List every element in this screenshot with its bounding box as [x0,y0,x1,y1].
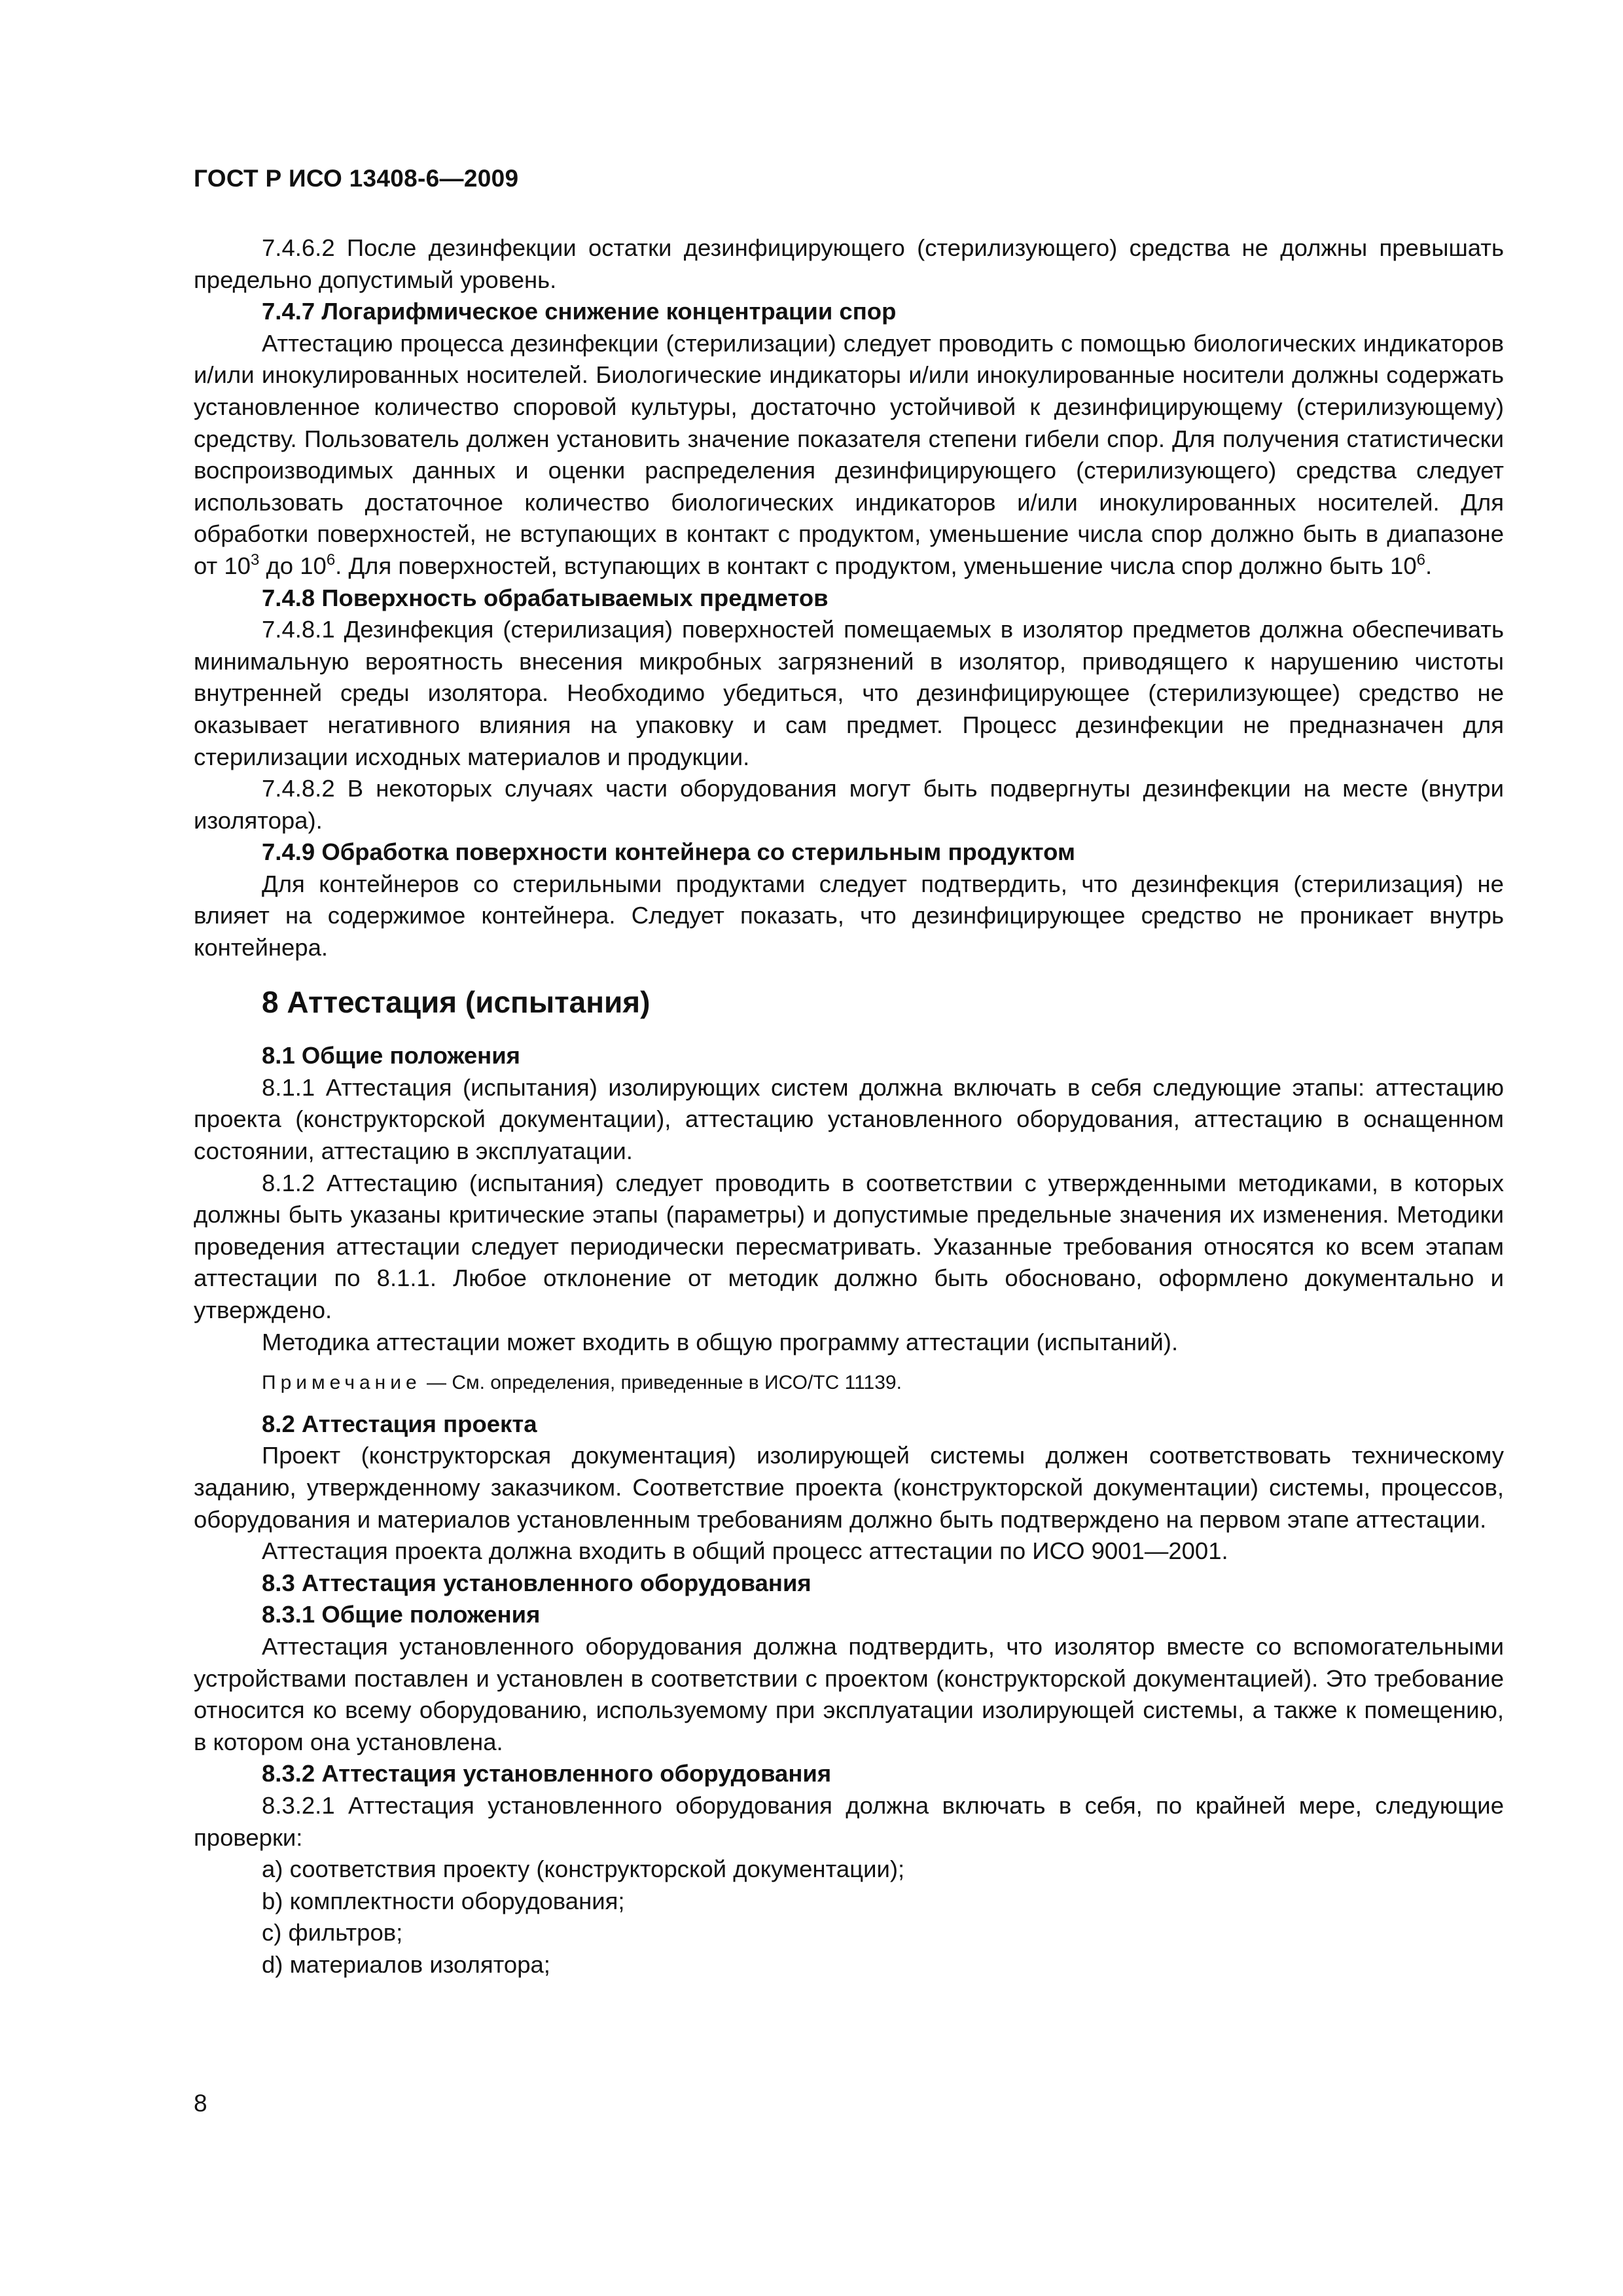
paragraph-8-1-2-b: Методика аттестации может входить в общую программу аттестации (испытаний). [262,1328,1179,1355]
list-item: b) комплектности оборудования; [262,1887,625,1914]
exponent-3: 6 [1416,550,1425,569]
paragraph-7-4-8-1: 7.4.8.1 Дезинфекция (стерилизация) поверхностей помещаемых в изолятор предметов должна обеспечивать минимальную вероятность внесения микробных загрязнений в изолятор, приводящего к нарушению чистоты внутренней среды изолятора. Необходимо убедиться, что дезинфицирующее (стерилизующее) средство не оказывает негативного влияния на упаковку и сам предмет. Процесс дезинфекции не предназначен для стерилизации исходных материалов и продукции. [194,616,1504,770]
section-heading-8: 8 Аттестация (испытания) [262,984,651,1019]
paragraph-8-3-1: Аттестация установленного оборудования должна подтвердить, что изолятор вместе со вспомогательными устройствами поставлен и установлен в соответствии с проектом (конструкторской документацией). Это требование относится ко всему оборудованию, используемому при эксплуатации изолирующей системы, а также к помещению, в котором она установлена. [194,1632,1504,1755]
paragraph-7-4-7-part-a: Аттестацию процесса дезинфекции (стерилизации) следует проводить с помощью биологических индикаторов и/или инокулированных носителей. Биологические индикаторы и/или инокулированные носители должны содержать установленное количество споровой культуры, достаточно устойчивой к дезинфицирующему (стерилизующему) средству. Пользователь должен установить значение показателя степени гибели спор. Для получения статистически воспроизводимых данных и оценки распределения дезинфицирующего (стерилизующего) средства следует использовать достаточное количество биологических индикаторов и/или инокулированных носителей. Для обработки поверхностей, не вступающих в контакт с продуктом, уменьшение числа спор должно быть в диапазоне от 10 [194,329,1504,579]
heading-8-3-2: 8.3.2 Аттестация установленного оборудования [262,1760,832,1787]
heading-7-4-8: 7.4.8 Поверхность обрабатываемых предметов [262,584,829,611]
list-item: a) соответствия проекту (конструкторской документации); [262,1856,905,1883]
paragraph-8-1-1: 8.1.1 Аттестация (испытания) изолирующих систем должна включать в себя следующие этапы: аттестацию проекта (конструкторской документации), аттестацию установленного оборудования, аттестацию в оснащенном состоянии, аттестацию в эксплуатации. [194,1073,1504,1165]
list-item: d) материалов изолятора; [262,1950,550,1978]
paragraph-7-4-7-part-b: до 10 [259,552,327,579]
paragraph-7-4-9: Для контейнеров со стерильными продуктами следует подтвердить, что дезинфекция (стерилизация) не влияет на содержимое контейнера. Следует показать, что дезинфицирующее средство не проникает внутрь контейнера. [194,870,1504,961]
heading-8-1: 8.1 Общие положения [262,1042,520,1069]
note-label: Примечание [262,1372,421,1394]
document-body [194,232,1504,1981]
heading-8-2: 8.2 Аттестация проекта [262,1410,537,1437]
note [194,1367,1504,1399]
exponent-1: 3 [250,550,260,569]
paragraph-8-2-b: Аттестация проекта должна входить в общий процесс аттестации по ИСО 9001—2001. [262,1537,1228,1565]
paragraph-7-4-8-2: 7.4.8.2 В некоторых случаях части оборудования могут быть подвергнуты дезинфекции на месте (внутри изолятора). [194,775,1504,834]
exponent-2: 6 [326,550,336,569]
note-text: — См. определения, приведенные в ИСО/ТС 11139. [421,1372,902,1394]
paragraph-7-4-7 [194,328,1504,583]
page-number: 8 [194,2090,207,2117]
heading-7-4-9: 7.4.9 Обработка поверхности контейнера со стерильным продуктом [262,838,1075,866]
paragraph-7-4-7-part-d: . [1425,552,1433,579]
paragraph-7-4-6-2: 7.4.6.2 После дезинфекции остатки дезинфицирующего (стерилизующего) средства не должны превышать предельно допустимый уровень. [194,234,1504,293]
paragraph-7-4-7-part-c: . Для поверхностей, вступающих в контакт с продуктом, уменьшение числа спор должно быть 10 [335,552,1417,579]
paragraph-8-1-2: 8.1.2 Аттестацию (испытания) следует проводить в соответствии с утвержденными методиками, в которых должны быть указаны критические этапы (параметры) и допустимые предельные значения их изменения. Методики проведения аттестации следует периодически пересматривать. Указанные требования относятся ко всем этапам аттестации по 8.1.1. Любое отклонение от методик должно быть обосновано, оформлено документально и утверждено. [194,1169,1504,1323]
heading-8-3-1: 8.3.1 Общие положения [262,1601,541,1628]
list-item: c) фильтров; [262,1919,403,1946]
document-header: ГОСТ Р ИСО 13408-6—2009 [194,165,519,192]
paragraph-8-2: Проект (конструкторская документация) изолирующей системы должен соответствовать техническому заданию, утвержденному заказчиком. Соответствие проекта (конструкторской документации) системы, процессов, оборудования и материалов установленным требованиям должно быть подтверждено на первом этапе аттестации. [194,1442,1504,1533]
heading-8-3: 8.3 Аттестация установленного оборудования [262,1569,812,1596]
paragraph-8-3-2-1: 8.3.2.1 Аттестация установленного оборудования должна включать в себя, по крайней мере, следующие проверки: [194,1791,1504,1851]
heading-7-4-7: 7.4.7 Логарифмическое снижение концентрации спор [262,298,897,325]
